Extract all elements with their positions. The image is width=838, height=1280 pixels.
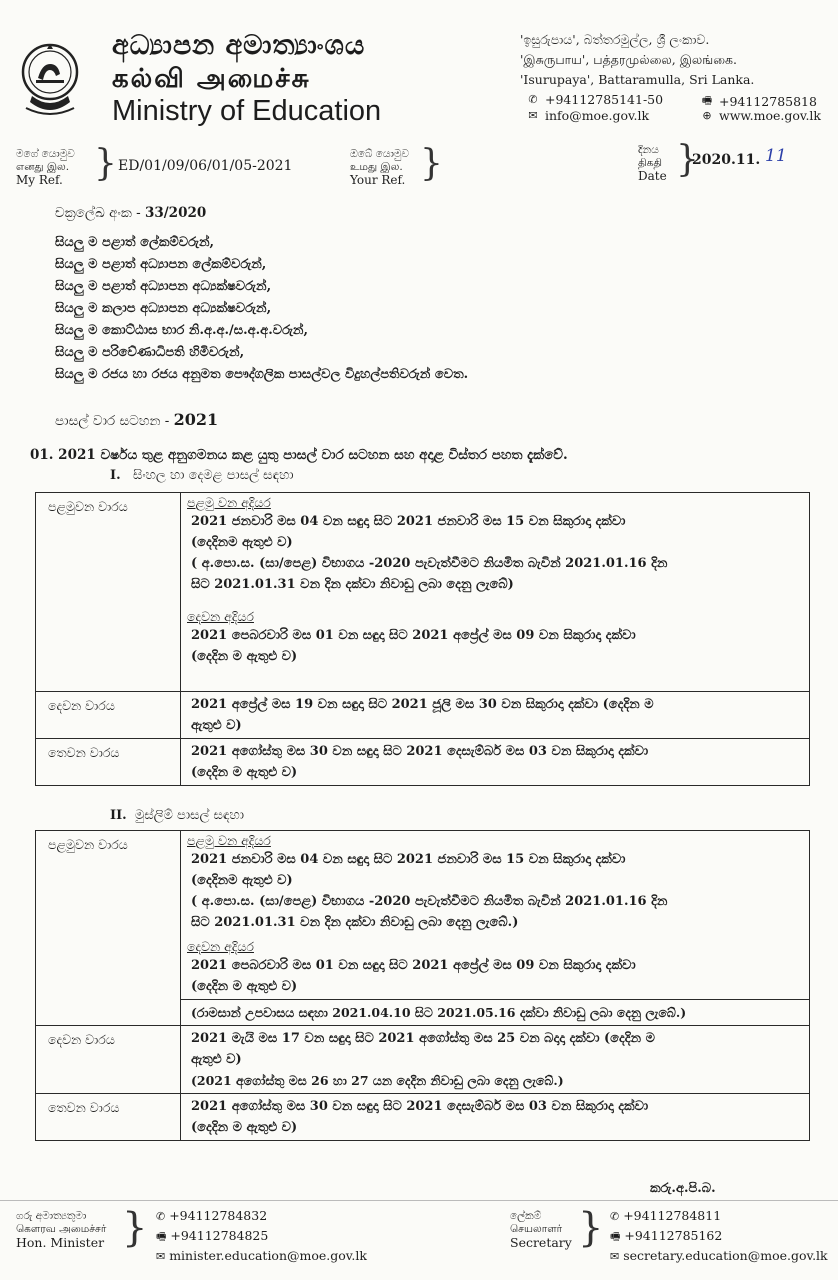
addressee-line: සියලු ම කලාප අධ්‍යාපන අධ්‍යක්ෂවරුන්, (55, 301, 272, 316)
minister-label-si: ගරු අමාත්‍යතුමා (16, 1210, 87, 1222)
detail-line: ( අ.පො.ස. (සා/පෙළ) විභාගය -2020 පැවැත්වීමට නියමිත බැවින් 2021.01.16 දින (191, 894, 668, 909)
section-1-title: සිංහල හා දෙමළ පාසල් සඳහා (133, 468, 294, 483)
term-note (181, 1000, 810, 1026)
circular-number (55, 205, 206, 221)
your-ref-label-en: Your Ref. (350, 173, 406, 187)
term-label: පළමුවන වාරය (36, 493, 181, 692)
ramadan-note: (රාමසාන් උපවාසය සඳහා 2021.04.10 සිට 2021.05.16 දක්වා නිවාඩු ලබා දෙනු ලැබේ.) (191, 1005, 687, 1020)
detail-line: (2021 අගෝස්තු මස 26 හා 27 යන දෙදින නිවාඩු ලබා දෙනු ලැබේ.) (191, 1073, 564, 1088)
detail-line: 2021 අප්‍රේල් මස 19 වන සඳුදා සිට 2021 ජූලි මස 30 වන සිකුරාදා දක්වා (දෙදින ම (191, 697, 654, 712)
term-label: තෙවන වාරය (36, 739, 181, 786)
term-label: දෙවන වාරය (36, 1026, 181, 1094)
date-labels (638, 144, 667, 183)
email-icon: ✉ (610, 1250, 620, 1263)
section-2-table (35, 830, 810, 1141)
email-icon: ✉ (156, 1250, 166, 1263)
section-1-heading (110, 468, 294, 483)
table-row (36, 831, 810, 1000)
detail-line: (දෙදින ම ඇතුළු ව) (191, 979, 298, 994)
fax-icon: 🖷 (701, 94, 713, 107)
detail-line: ඇතුළු ව) (191, 1052, 242, 1067)
date-label-en: Date (638, 169, 667, 183)
table-row (36, 692, 810, 739)
my-ref-label-ta: எனது இல. (16, 161, 70, 173)
address-english: 'Isurupaya', Battaramulla, Sri Lanka. (520, 72, 755, 87)
my-ref-value: ED/01/09/06/01/05-2021 (118, 158, 293, 174)
header-fax-value: +94112785818 (719, 94, 817, 109)
term-details (181, 692, 810, 739)
phone-icon: ✆ (528, 93, 538, 106)
globe-icon: ⊕ (702, 109, 712, 122)
your-ref-label-ta: உமது இல. (350, 161, 403, 173)
header-email[interactable] (526, 108, 649, 123)
phase-2-title: දෙවන අදියර (187, 609, 254, 624)
table-row (36, 493, 810, 692)
my-ref-labels (16, 148, 75, 187)
subject-label: පාසල් වාර සටහන - (55, 413, 174, 429)
minister-email[interactable]: minister.education@moe.gov.lk (169, 1248, 367, 1263)
term-label: දෙවන වාරය (36, 692, 181, 739)
addressee-line: සියලු ම කොට්ඨාස භාර නි.අ.අ./ස.අ.අ.වරුන්, (55, 323, 309, 338)
address-tamil: 'இசுருபாய', பத்தரமுல்லை, இலங்கை. (520, 52, 737, 67)
secretary-contacts (610, 1206, 828, 1266)
section-1-table (35, 492, 810, 786)
sri-lanka-emblem-icon (20, 38, 80, 120)
minister-brace: } (122, 1205, 148, 1251)
ministry-title-tamil: கல்வி அமைச்சு (112, 64, 311, 94)
header-phone (526, 92, 663, 107)
detail-line: 2021 මැයි මස 17 වන සඳුදා සිට 2021 අගෝස්තු මස 25 වන බදාදා දක්වා (දෙදින ම (191, 1031, 655, 1046)
intro-paragraph: 01. 2021 වර්ෂය තුළ අනුගමනය කළ යුතු පාසල් වාර සටහන සහ අදාළ විස්තර පහත දැක්වේ. (30, 447, 568, 463)
date-handwritten-day: 11 (765, 146, 787, 166)
my-ref-label-en: My Ref. (16, 173, 63, 187)
header-web[interactable] (700, 108, 821, 123)
header-web-value[interactable]: www.moe.gov.lk (719, 108, 821, 123)
term-details (181, 739, 810, 786)
secretary-brace: } (578, 1205, 604, 1251)
phone-icon: ✆ (610, 1210, 620, 1223)
minister-phone: +94112784832 (169, 1208, 268, 1223)
detail-line: (දෙදින ම ඇතුළු ව) (191, 649, 298, 664)
detail-line: 2021 පෙබරවාරි මස 01 වන සඳුදා සිට 2021 අප්‍රේල් මස 09 වන සිකුරාදා දක්වා (191, 628, 636, 643)
email-icon: ✉ (528, 109, 538, 122)
minister-contacts (156, 1206, 367, 1266)
detail-line: (දෙදින ම ඇතුළු ව) (191, 765, 298, 780)
fax-icon: 🖷 (156, 1230, 167, 1243)
term-details (181, 831, 810, 1000)
section-2-number: II. (110, 808, 127, 823)
minister-fax: +94112784825 (170, 1228, 269, 1243)
detail-line: සිට 2021.01.31 වන දින දක්වා නිවාඩු ලබා දෙනු ලැබේ.) (191, 915, 519, 930)
date-label-ta: திகதி (638, 157, 662, 169)
phase-1-title: පළමු වන අදියර (187, 495, 271, 510)
table-row (36, 739, 810, 786)
phase-1-title: පළමු වන අදියර (187, 833, 271, 848)
ministry-title-sinhala: අධ්‍යාපන අමාත්‍යාංශය (112, 30, 366, 61)
date-value: 2020.11. (692, 152, 761, 168)
your-ref-label-si: ඔබේ යොමුව (350, 148, 410, 160)
detail-line: (දෙදිනම ඇතුළු ව) (191, 535, 293, 550)
my-ref-brace: } (94, 143, 117, 184)
term-details (181, 493, 810, 692)
phone-icon: ✆ (156, 1210, 166, 1223)
minister-label-en: Hon. Minister (16, 1235, 105, 1250)
section-1-number: I. (110, 468, 121, 483)
footer-divider (0, 1200, 838, 1201)
your-ref-brace: } (420, 143, 443, 184)
addressee-line: සියලු ම පරිවේණාධිපති හිමිවරුන්, (55, 345, 245, 360)
addressee-list (55, 232, 468, 386)
phase-2-title: දෙවන අදියර (187, 939, 254, 954)
ministry-title-english: Ministry of Education (112, 95, 382, 127)
your-ref-labels (350, 148, 409, 187)
secretary-label-en: Secretary (510, 1235, 572, 1250)
date-brace: } (676, 139, 699, 180)
term-details (181, 1094, 810, 1141)
address-sinhala: 'ඉසුරුපාය', බත්තරමුල්ල, ශ්‍රී ලංකාව. (520, 32, 710, 47)
detail-line: ඇතුළු ව) (191, 718, 242, 733)
circular-label: චක්‍රලේඛ අංක - (55, 205, 145, 221)
detail-line: 2021 ජනවාරි මස 04 වන සඳුදා සිට 2021 ජනවාරි මස 15 වන සිකුරාදා දක්වා (191, 852, 626, 867)
fax-icon: 🖷 (610, 1230, 621, 1243)
secretary-fax: +94112785162 (624, 1228, 723, 1243)
detail-line: (දෙදින ම ඇතුළු ව) (191, 1120, 298, 1135)
term-details (181, 1026, 810, 1094)
addressee-line: සියලු ම පළාත් ලේකම්වරුන්, (55, 235, 215, 250)
detail-line: 2021 අගෝස්තු මස 30 වන සඳුදා සිට 2021 දෙසැම්බර් මස 03 වන සිකුරාදා දක්වා (191, 1099, 649, 1114)
section-2-heading (110, 808, 244, 823)
addressee-line: සියලු ම රජය හා රජය අනුමත පෞද්ගලික පාසල්වල විදුහල්පතිවරුන් වෙත. (55, 367, 469, 382)
detail-line: 2021 ජනවාරි මස 04 වන සඳුදා සිට 2021 ජනවාරි මස 15 වන සිකුරාදා දක්වා (191, 514, 626, 529)
detail-line: ( අ.පො.ස. (සා/පෙළ) විභාගය -2020 පැවැත්වීමට නියමිත බැවින් 2021.01.16 දින (191, 556, 668, 571)
subject-line (55, 410, 218, 429)
table-row (36, 1094, 810, 1141)
circular-number-value: 33/2020 (144, 205, 207, 221)
detail-line: 2021 අගෝස්තු මස 30 වන සඳුදා සිට 2021 දෙසැම්බර් මස 03 වන සිකුරාදා දක්වා (191, 744, 649, 759)
addressee-line: සියලු ම පළාත් අධ්‍යාපන අධ්‍යක්ෂවරුන්, (55, 279, 272, 294)
minister-labels (16, 1210, 106, 1249)
term-label: තෙවන වාරය (36, 1094, 181, 1141)
table-row (36, 1026, 810, 1094)
minister-label-ta: கௌரவ அமைச்சர் (16, 1223, 107, 1235)
addressee-line: සියලු ම පළාත් අධ්‍යාපන ලේකම්වරුන්, (55, 257, 267, 272)
secretary-label-si: ලේකම් (510, 1210, 542, 1222)
my-ref-label-si: මගේ යොමුව (16, 148, 75, 160)
secretary-phone: +94112784811 (623, 1208, 722, 1223)
header-email-value[interactable]: info@moe.gov.lk (545, 108, 650, 123)
secretary-labels (510, 1210, 572, 1249)
header-phone-value: +94112785141-50 (545, 92, 664, 107)
date-label-si: දිනය (638, 144, 659, 156)
term-label: පළමුවන වාරය (36, 831, 181, 1026)
signoff: කරු.අ.පි.බ. (650, 1181, 716, 1196)
subject-year: 2021 (173, 410, 219, 429)
secretary-email[interactable]: secretary.education@moe.gov.lk (623, 1248, 828, 1263)
secretary-label-ta: செயலாளர் (510, 1223, 563, 1235)
detail-line: 2021 පෙබරවාරි මස 01 වන සඳුදා සිට 2021 අප්‍රේල් මස 09 වන සිකුරාදා දක්වා (191, 958, 636, 973)
section-2-title: මුස්ලිම් පාසල් සඳහා (134, 808, 245, 823)
detail-line: සිට 2021.01.31 වන දින දක්වා නිවාඩු ලබා දෙනු ලැබේ) (191, 577, 514, 592)
detail-line: (දෙදිනම ඇතුළු ව) (191, 873, 293, 888)
